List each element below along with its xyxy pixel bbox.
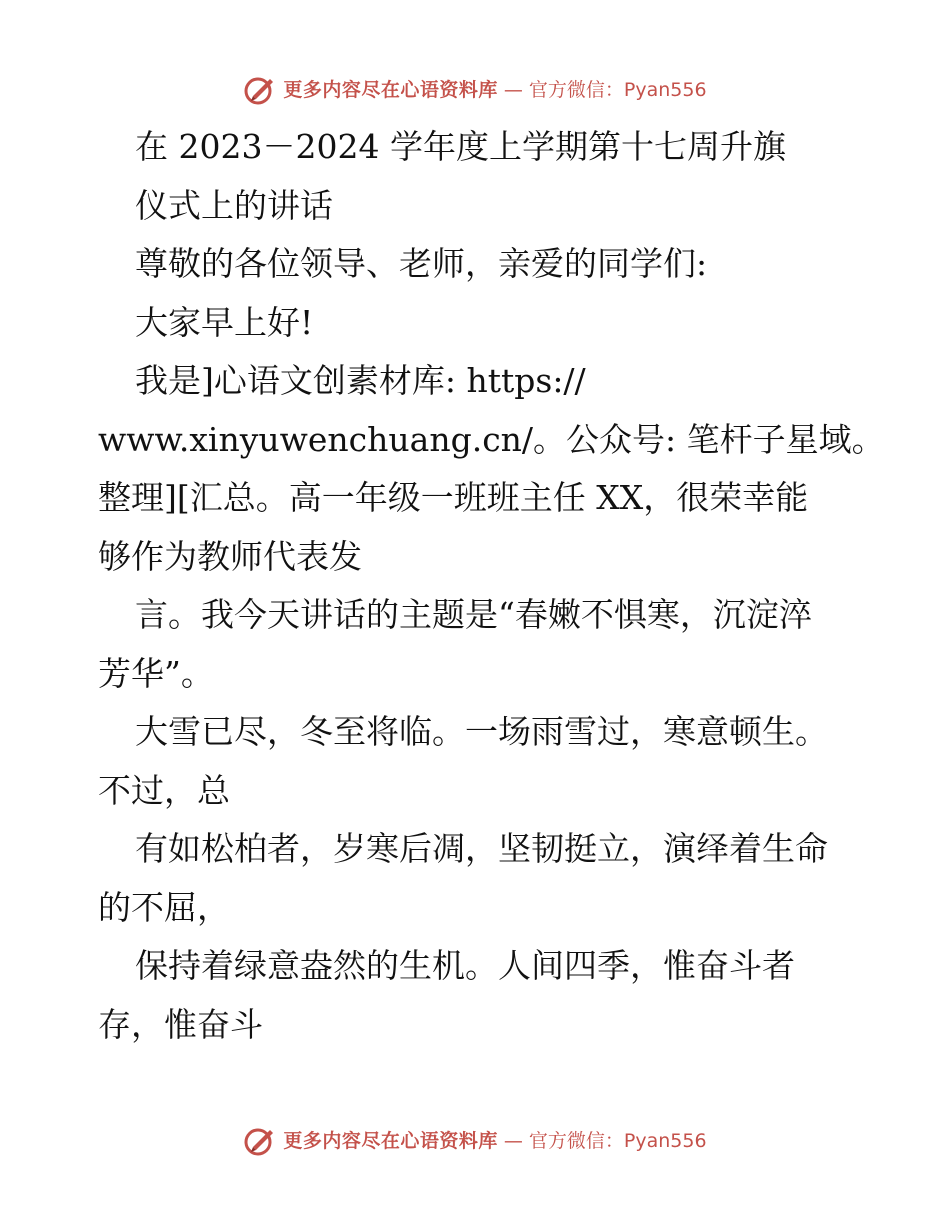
- quill-pen-logo-icon: [243, 74, 277, 106]
- salutation: 尊敬的各位领导、老师，亲爱的同学们:: [135, 244, 708, 283]
- document-body: [98, 118, 885, 1054]
- paragraph-line: 够作为教师代表发: [98, 536, 362, 576]
- paragraph-line: 不过，总: [98, 770, 230, 810]
- watermark-site-text: 更多内容尽在心语资料库: [283, 1130, 498, 1152]
- watermark-wechat-text: 官方微信：Pyan556: [528, 1130, 707, 1152]
- paragraph-line: 的不屈，: [98, 887, 230, 927]
- watermark-wechat-text: 官方微信：Pyan556: [528, 79, 707, 101]
- footer-watermark: [0, 1125, 950, 1157]
- paragraph-line: 芳华”。: [98, 653, 214, 693]
- title-line-1: 在 2023－2024 学年度上学期第十七周升旗: [135, 127, 786, 166]
- watermark-separator: —: [503, 1130, 523, 1152]
- header-watermark: [0, 74, 950, 106]
- paragraph-line: 保持着绿意盎然的生机。人间四季，惟奋斗者: [135, 946, 795, 985]
- title-line-2: 仪式上的讲话: [135, 185, 333, 225]
- watermark-separator: —: [503, 79, 523, 101]
- paragraph-line: 有如松柏者，岁寒后凋，坚韧挺立，演绎着生命: [135, 829, 828, 868]
- paragraph-line: 整理][汇总。高一年级一班班主任 XX，很荣幸能: [98, 478, 809, 517]
- quill-pen-logo-icon: [243, 1125, 277, 1157]
- watermark-site-text: 更多内容尽在心语资料库: [283, 79, 498, 101]
- paragraph-line: 存，惟奋斗: [98, 1004, 263, 1044]
- paragraph-line: 我是]心语文创素材库: https://: [135, 361, 586, 400]
- paragraph-line: 大雪已尽，冬至将临。一场雨雪过，寒意顿生。: [135, 712, 828, 751]
- greeting: 大家早上好!: [135, 302, 314, 342]
- paragraph-line: www.xinyuwenchuang.cn/。公众号: 笔杆子星域。: [98, 419, 885, 459]
- paragraph-line: 言。我今天讲话的主题是“春嫩不惧寒，沉淀淬: [135, 595, 812, 634]
